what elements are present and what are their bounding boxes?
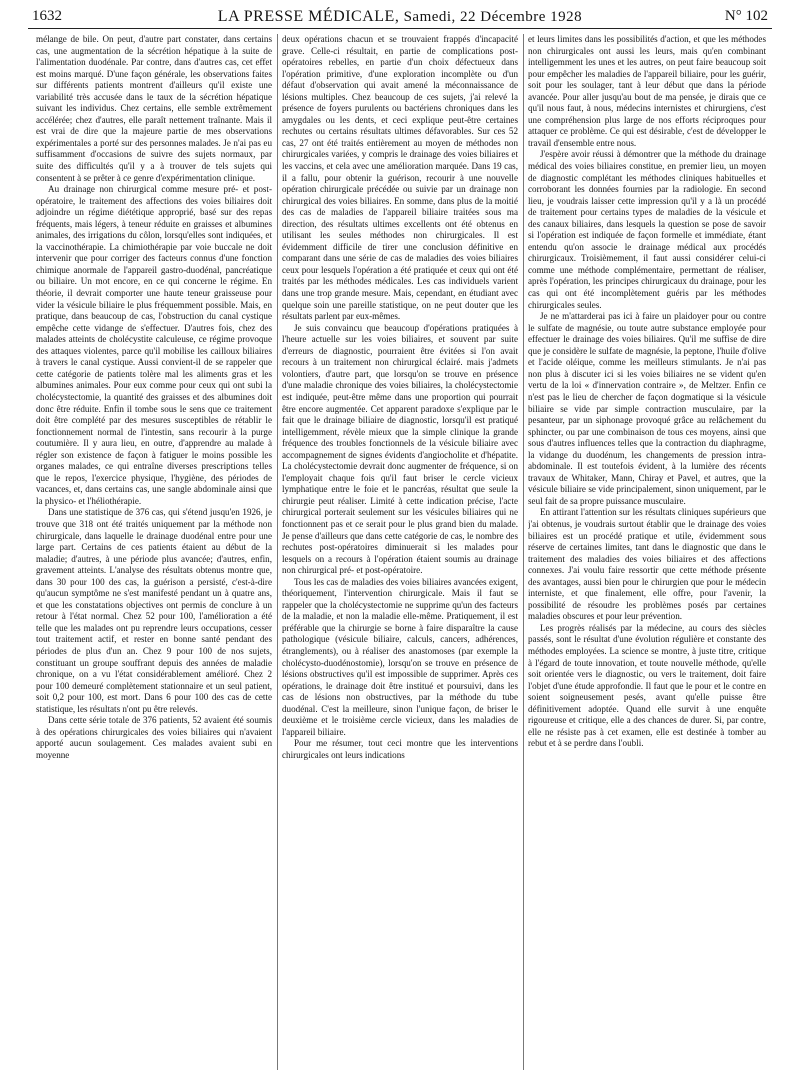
- paragraph: Je ne m'attarderai pas ici à faire un plaidoyer pour ou contre le sulfate de magnésie, ou toute autre substance employée pour effectuer le drainage des voies biliaires. Qu'il me suffise de dire que je considère le sulfate de magnésie, la peptone, l'huile d'olive et l'acide oléique, comme les meilleurs stimulants. Je n'ai pas non plus à discuter ici si les voies biliaires ne se vident qu'en vertu de la loi « d'innervation contraire », de Meltzer. Enfin ce n'est pas le lieu de chercher de façon dogmatique si la vésicule biliaire se vide par simple contraction musculaire, par la pesanteur, par un siphonage provoqué grâce au relâchement du sphincter, ou par une combinaison de tous ces moyens, ainsi que sous d'autres influences telles que la contraction du diaphragme, la vidange du duodénum, les changements de pression intra-abdominale. Il est toutefois évident, à la lumière des récents travaux de Whitaker, Mann, Chiray et Pavel, et autres, que la vésicule biliaire se vide principalement, sinon uniquement, par le seul fait de sa propre puissance musculaire.: [528, 311, 766, 506]
- paragraph: Dans cette série totale de 376 patients, 52 avaient été soumis à des opérations chirurgicales des voies biliaires qui n'avaient apporté aucun soulagement. Ces malades avaient subi en moyenne: [36, 715, 272, 760]
- text-column-3: [528, 34, 766, 1074]
- issue-number: N° 102: [724, 8, 768, 24]
- paragraph: Tous les cas de maladies des voies biliaires avancées exigent, théoriquement, l'intervention chirurgicale. Mais il faut se rappeler que la cholécystectomie ne supprime qu'un des facteurs de la maladie, et non la maladie elle-même. Pratiquement, il est préférable que la chirurgie se borne à faire disparaître la cause pathologique (vésicule biliaire, calculs, cancers, adhérences, étranglements), ou à réaliser des anastomoses (par exemple la cholécysto-duodénostomie), lorsqu'on se trouve en présence de lésions obstructives qu'il est impossible de supprimer. Après ces opérations, le drainage doit être institué et poursuivi, dans les cas de lésions non obstructives, par la méthode du tube duodénal. C'est la meilleure, sinon l'unique façon, de briser le deuxième et le troisième cercle vicieux, dans les maladies de l'appareil biliaire.: [282, 576, 518, 737]
- paragraph: Au drainage non chirurgical comme mesure pré- et post-opératoire, le traitement des affections des voies biliaires doit adjoindre un régime diététique approprié, basé sur des repas fréquents, mais légers, à teneur réduite en graisses et albumines animales, des irrigations du côlon, lorsqu'elles sont indiquées, et la vaccinothérapie. La chimiothérapie par voie buccale ne doit intervenir que pour corriger des facteurs connus d'une fonction chimique anormale de l'appareil gastro-duodénal, pancréatique ou biliaire. Un mot encore, en ce qui concerne le régime. En théorie, il devrait comporter une haute teneur graisseuse pour vider la vésicule biliaire le plus fréquemment possible. Mais, en pratique, dans beaucoup de cas, l'obstruction du canal cystique empêche cette vidange de s'effectuer. D'autres fois, chez des malades atteints de cholécystite calculeuse, ce régime provoque des attaques violentes, parce qu'il mobilise les cailloux biliaires à travers le canal cystique. Aussi convient-il de se rappeler que cette catégorie de patients tolère mal les aliments gras et les albumines animales. Pour eux comme pour ceux qui ont subi la cholécystectomie, la quantité des graisses et des albumines doit donc être réduite. Enfin il tombe sous le sens que ce traitement doit être complété par des mesures susceptibles de rétablir le fonctionnement normal de l'intestin, sans recourir à la purge coutumière. Il y aura lieu, en outre, d'apprendre au malade à régler son existence de façon à fatiguer le moins possible les organes malades, ce qui entraîne diverses prescriptions telles que le repos, l'exercice physique, l'hygiène, des périodes de vacances, et, dans certains cas, une sangle abdominale ainsi que la physico- et l'héliothérapie.: [36, 184, 272, 506]
- paragraph: Dans une statistique de 376 cas, qui s'étend jusqu'en 1926, je trouve que 318 ont été traités uniquement par la méthode non chirurgicale, dans laquelle le drainage duodénal entre pour une large part. Certains de ces patients étaient au début de la maladie; d'autres, à une période plus avancée; d'autres, enfin, gravement atteints. L'analyse des résultats obtenus montre que, dans 30 pour 100 des cas, la guérison a persisté, c'est-à-dire qu'aucun symptôme ne s'est manifesté pendant un à quatre ans, et que les constatations objectives ont permis de conclure à un retour à l'état normal. Chez 52 pour 100, l'amélioration a été telle que les malades ont pu reprendre leurs occupations, cesser tout traitement actif, et rester en bonne santé pendant des périodes de plus d'un an. Chez 9 pour 100 de nos sujets, constituant un groupe souffrant depuis des années de maladie chronique, on a vu l'état considérablement amélioré. Chez 2 pour 100 demeuré complètement stationnaire et un seul patient, soit 0,2 pour 100, est mort. Dans 6 pour 100 des cas de cette statistique, les résultats n'ont pu être relevés.: [36, 507, 272, 714]
- running-header: [28, 6, 772, 29]
- paragraph: En attirant l'attention sur les résultats cliniques supérieurs que j'ai obtenus, je voudrais surtout établir que le drainage des voies biliaires est un procédé pratique et utile, évidemment sous réserve de certaines limites, tant dans le diagnostic que dans le traitement des maladies des voies biliaires et des affections connexes. J'ai voulu faire ressortir que cette méthode présente des avantages, aussi bien pour le chirurgien que pour le médecin interniste, et que finalement, elle offre, pour l'avenir, la possibilité de résoudre les problèmes posés par certaines maladies obscures et pour leur prévention.: [528, 507, 766, 622]
- journal-title-line: [28, 8, 772, 26]
- paragraph: deux opérations chacun et se trouvaient frappés d'incapacité grave. Celle-ci résultait, en partie de complications post-opératoires rebelles, en partie d'un choix défectueux dans l'opération primitive, d'une exploration incomplète ou d'un défaut d'observation qui avait amené la méconnaissance de lésions multiples. Chez beaucoup de ces sujets, j'ai relevé la présence de foyers purulents ou bactériens chroniques dans les amygdales ou les dents, et ceci explique peut-être certaines rechutes ou certains résultats ultimes défavorables. Sur ces 52 cas, 27 ont été traités entièrement au moyen de méthodes non chirurgicales variées, y compris le drainage des voies biliaires et les vaccins, et cela avec une amélioration marquée. Dans 19 cas, il a fallu, pour obtenir la guérison, recourir à une nouvelle opération chirurgicale précédée ou suivie par un drainage non chirurgical des voies biliaires. En somme, dans plus de la moitié des cas de maladies de l'appareil biliaire traitées sous ma direction, des résultats ultimes excellents ont été obtenus en utilisant les seules méthodes non chirurgicales. Il est évidemment difficile de tirer une conclusion définitive en comparant dans une série de cas de maladies des voies biliaires ceux pour lesquels l'opération a été pratiquée et ceux qui ont été traités par les méthodes médicales. Les cas individuels varient dans une trop grande mesure. Mais, cependant, en étudiant avec quelque soin une pareille statistique, on ne peut douter que les résultats parlent par eux-mêmes.: [282, 34, 518, 322]
- paragraph: J'espère avoir réussi à démontrer que la méthode du drainage médical des voies biliaires constitue, en premier lieu, un moyen de diagnostic complétant les méthodes cliniques habituelles et corroborant les données fournies par la radiologie. En second lieu, je voudrais laisser cette impression qu'il y a là un procédé de traitement pour certains types de maladies de la vésicule et des canaux biliaires, dans lesquels la question se pose de savoir si l'opération est indiquée de façon formelle et immédiate, étant entendu qu'on associe le drainage médical aux procédés chirurgicaux. Troisièmement, il faut aussi considérer celui-ci comme une méthode complémentaire, permettant de réaliser, après l'opération, les principes chirurgicaux du drainage, pour les cas qui ont été incomplètement guéris par les méthodes chirurgicales seules.: [528, 149, 766, 310]
- column-divider: [277, 34, 278, 1070]
- issue-date: Samedi, 22 Décembre 1928: [403, 9, 583, 25]
- paragraph: Je suis convaincu que beaucoup d'opérations pratiquées à l'heure actuelle sur les voies biliaires, et souvent par suite d'erreurs de diagnostic, pourraient être évitées si l'on avait recours à un traitement non chirurgical éclairé. mais j'admets volontiers, d'autre part, que lorsqu'on se trouve en présence d'une maladie chronique des voies biliaires, la cholécystectomie est indiquée, peut-être même dans une proportion qui pourrait être encore augmentée. Cet apparent paradoxe s'explique par le fait que le drainage biliaire de diagnostic, lorsqu'il est pratiqué intelligemment, révèle mieux que la simple clinique la grande fréquence des troubles fonctionnels de la vésicule biliaire avec accompagnement de signes évidents d'angiocholite et d'hépatite. La cholécystectomie devrait donc augmenter de fréquence, si on l'employait chaque fois qu'il faut briser le cercle vicieux lymphatique entre le foie et le pancréas, résultat que seule la chirurgie peut réaliser. Limité à cette indication précise, l'acte chirurgical porterait seulement sur les vésicules biliaires qui ne fonctionnent pas et ce serait pour le plus grand bien du malade. Je pense d'ailleurs que dans cette catégorie de cas, le nombre des rechutes post-opératoires diminuerait si les malades pour lesquels on a recours à l'opération étaient soumis au drainage non chirurgical pré- et post-opératoire.: [282, 322, 518, 576]
- journal-title: LA PRESSE MÉDICALE,: [217, 8, 400, 25]
- page-number: 1632: [32, 8, 62, 24]
- paragraph: mélange de bile. On peut, d'autre part constater, dans certains cas, une augmentation de la sécrétion hépatique à la suite de l'alimentation duodénale. Par contre, dans d'autres cas, cet effet est moins marqué. D'une façon générale, les observations faites sur différents patients montrent d'ailleurs qu'il existe une variabilité très accusée dans le taux de la sécrétion hépatique suivant les individus. Chez certains, elle semble extrêmement accélérée; chez d'autres, elle paraît nettement traînante. Mais il est vrai de dire que la majeure partie de mes observations expérimentales a porté sur des personnes malades. Je n'ai pas eu suffisamment d'occasions de suivre des sujets normaux, par suite des difficultés qu'il y a à trouver de tels sujets qui consentent à se prêter à ce genre d'expérimentation clinique.: [36, 34, 272, 183]
- column-divider: [523, 34, 524, 1070]
- paragraph: et leurs limites dans les possibilités d'action, et que les méthodes non chirurgicales ont aussi les leurs, mais qu'en combinant intelligemment les unes et les autres, on peut faire beaucoup soit pour empêcher les maladies de l'appareil biliaire, pour les guérir, soit pour les soulager, tant à leur début que dans la période avancée. Pour aller jusqu'au bout de ma pensée, je dirais que ce qu'il nous faut, à nous, médecins internistes et chirurgiens, c'est une compréhension plus large de nos efforts réciproques pour attaquer ce problème. Ce qui est désirable, c'est de développer le travail d'ensemble entre nous.: [528, 34, 766, 148]
- paragraph: Pour me résumer, tout ceci montre que les interventions chirurgicales ont leurs indications: [282, 738, 518, 760]
- text-column-2: [282, 34, 518, 1074]
- paragraph: Les progrès réalisés par la médecine, au cours des siècles passés, sont le résultat d'une évolution régulière et constante des méthodes employées. La science se montre, à juste titre, critique à l'égard de toute innovation, et toute nouvelle méthode, qu'elle soit orientée vers le diagnostic, ou vers le traitement, doit faire l'objet d'une étude approfondie. Il faut que le pour et le contre en soient soigneusement pesés, avant qu'elle puisse être définitivement adoptée. Quand elle survit à une enquête rigoureuse et critique, elle a des chances de durer. Si, par contre, elle ne résiste pas à cet examen, elle est destinée à tomber au rebut et à se perdre dans l'oubli.: [528, 622, 766, 749]
- text-column-1: [36, 34, 272, 1074]
